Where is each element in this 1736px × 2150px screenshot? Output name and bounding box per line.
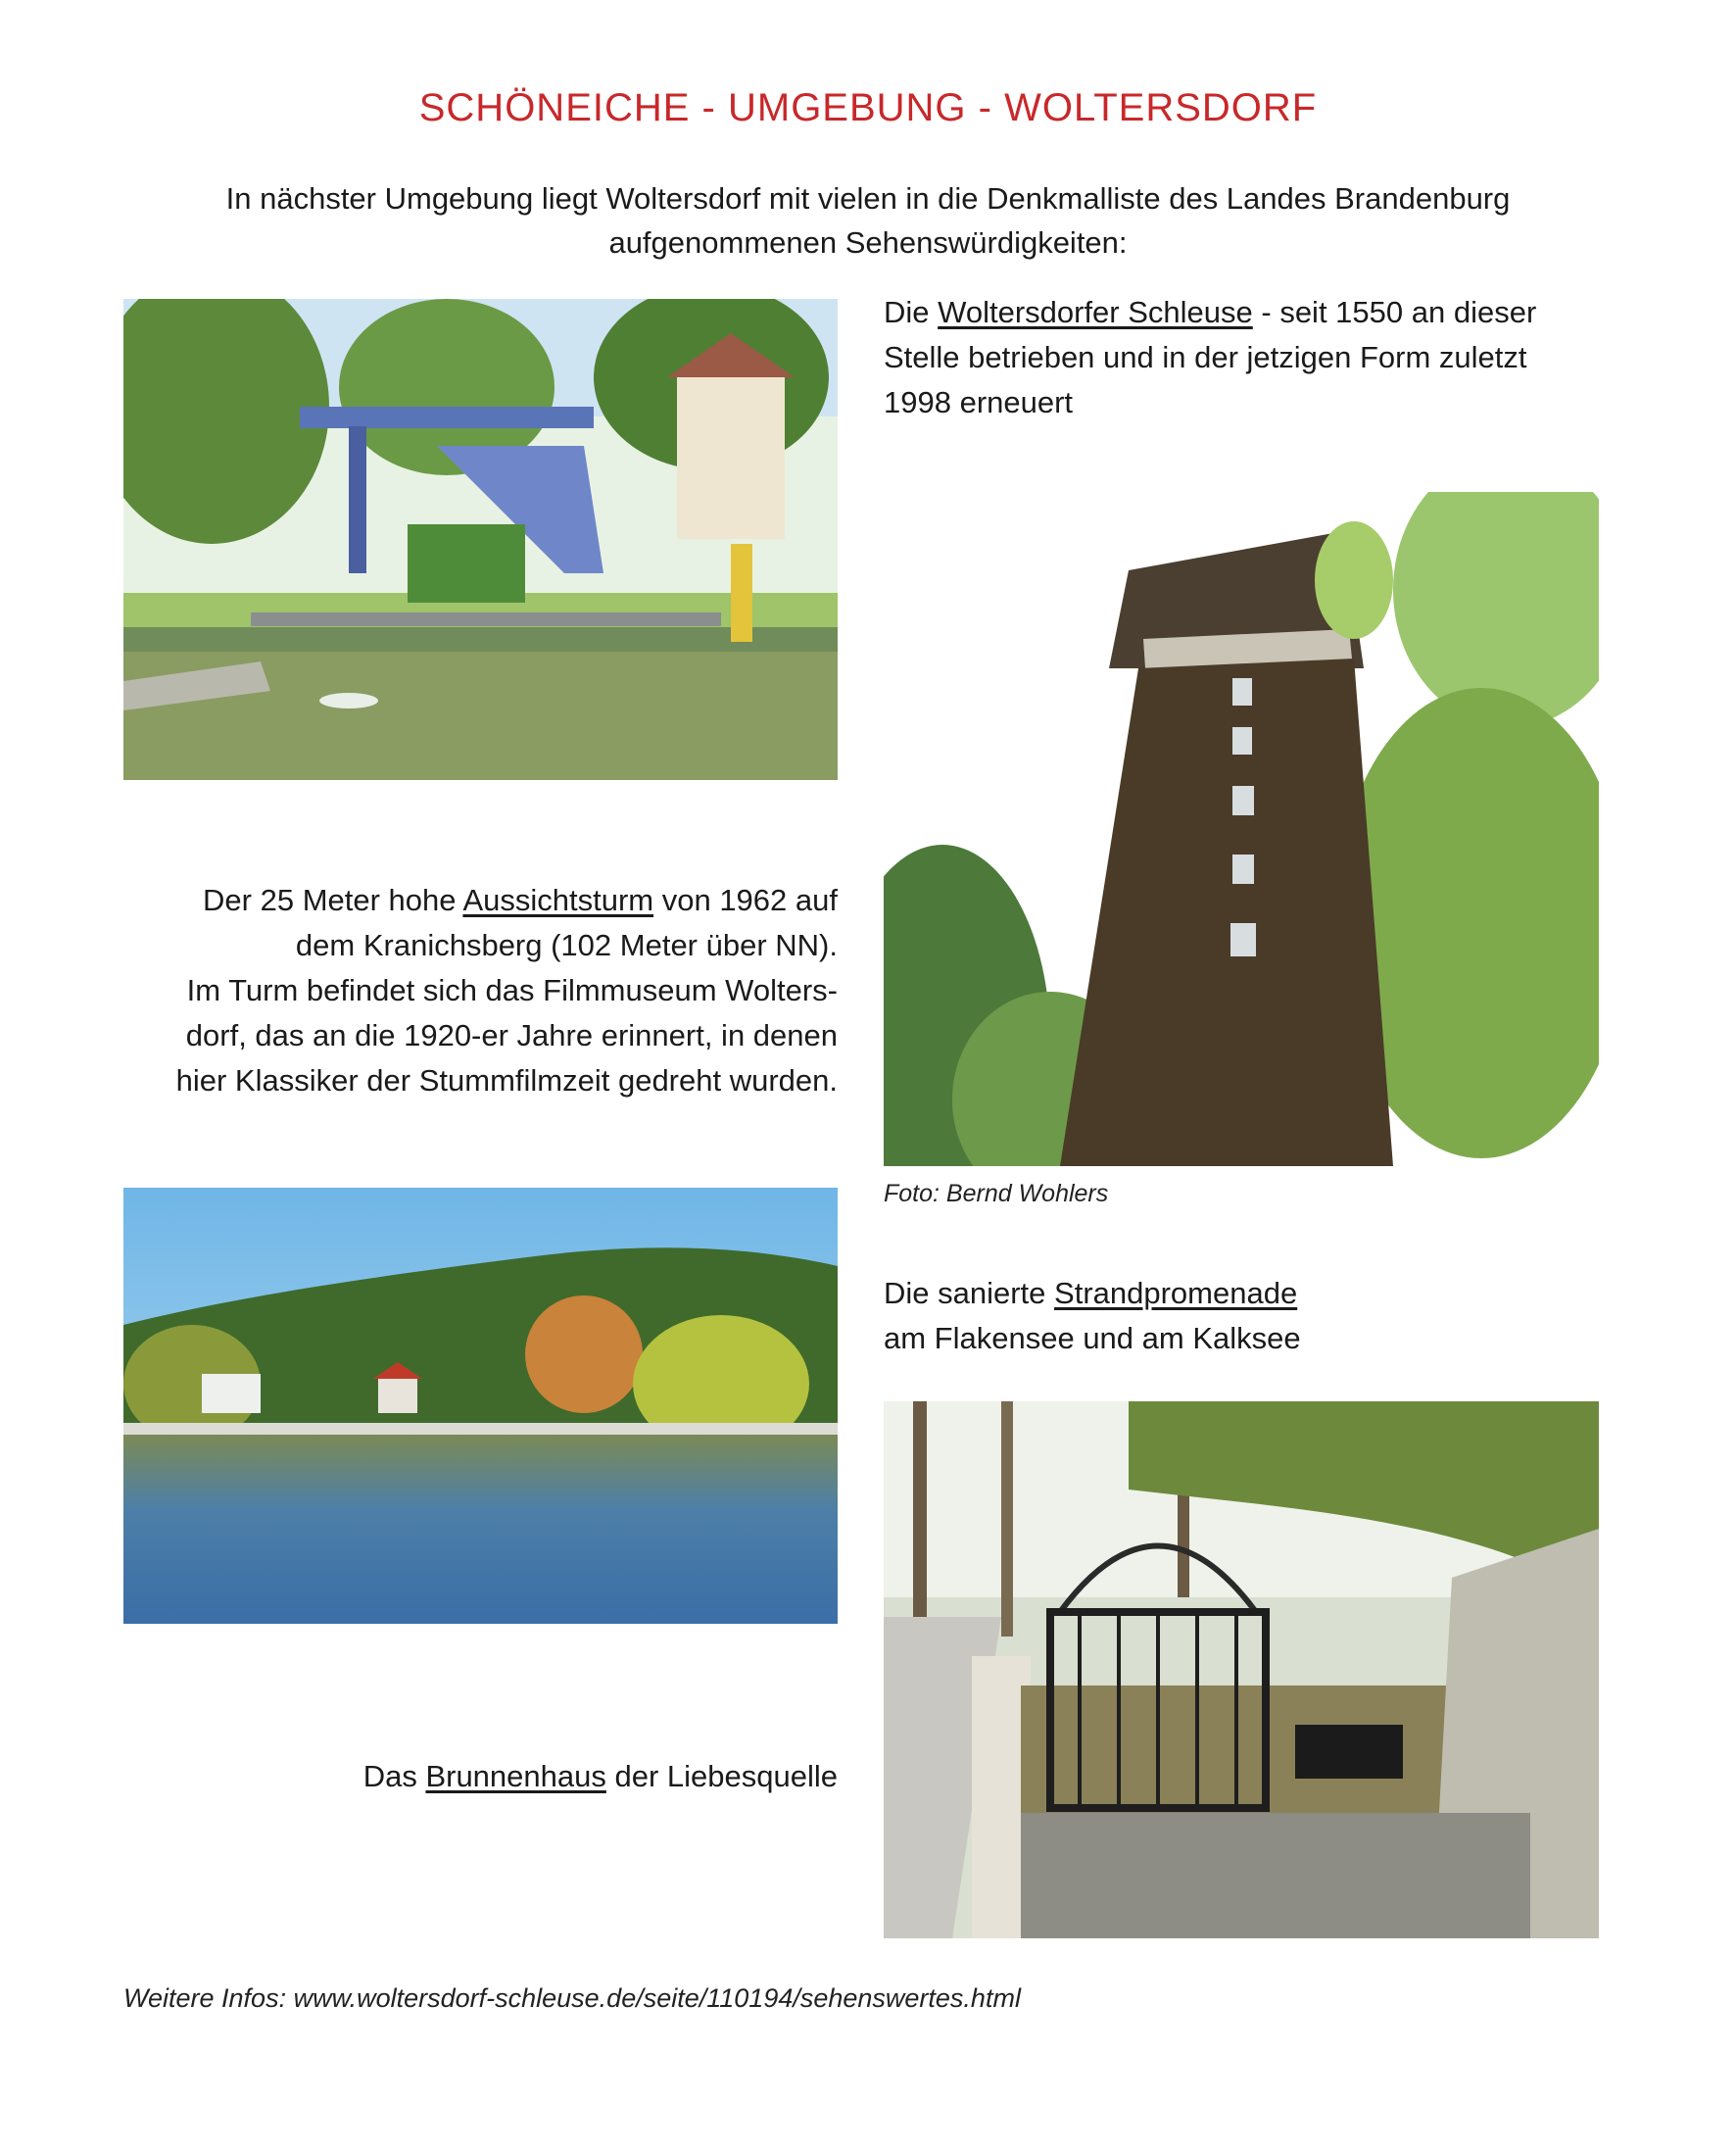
schleuse-link[interactable]: Woltersdorfer Schleuse <box>938 295 1253 329</box>
footer-info: Weitere Infos: www.woltersdorf-schleuse.de/seite/110194/sehenswertes.html <box>123 1983 1021 2013</box>
brunnenhaus-text: Das Brunnenhaus der Liebesquelle <box>362 1759 838 1793</box>
aussichtsturm-text: Der 25 Meter hohe Aussichtsturm von 1962 auf dem Kranichsberg (102 Meter über NN). Im Turm befindet sich das Filmmuseum Wolters- dorf, das an die 1920-er Jahre erinnert, in denen hier Klassiker der Stummfilmzeit gedreht wurden. <box>175 883 838 1098</box>
aussichtsturm-link[interactable]: Aussichtsturm <box>462 883 654 917</box>
intro-line-1: In nächster Umgebung liegt Woltersdorf mit vielen in die Denkmalliste des Landes Brandenburg <box>225 181 1511 216</box>
brunnenhaus-photo <box>884 1401 1599 1938</box>
intro-text <box>157 176 1579 265</box>
strandpromenade-photo <box>123 1188 838 1624</box>
strandpromenade-text: Die sanierte Strandpromenade am Flakensee und am Kalksee <box>884 1276 1301 1355</box>
brunnenhaus-link[interactable]: Brunnenhaus <box>425 1759 606 1793</box>
intro-line-2: aufgenommenen Sehenswürdigkeiten: <box>608 225 1128 260</box>
aussichtsturm-photo <box>884 492 1599 1166</box>
schleuse-photo <box>123 299 838 780</box>
schleuse-text: Die Woltersdorfer Schleuse - seit 1550 an dieser Stelle betrieben und in der jetzigen Form zuletzt 1998 erneuert <box>884 295 1537 419</box>
page-title: SCHÖNEICHE - UMGEBUNG - WOLTERSDORF <box>418 86 1318 129</box>
photo-credit: Foto: Bernd Wohlers <box>884 1180 1109 1207</box>
strandpromenade-link[interactable]: Strandpromenade <box>1054 1276 1298 1310</box>
